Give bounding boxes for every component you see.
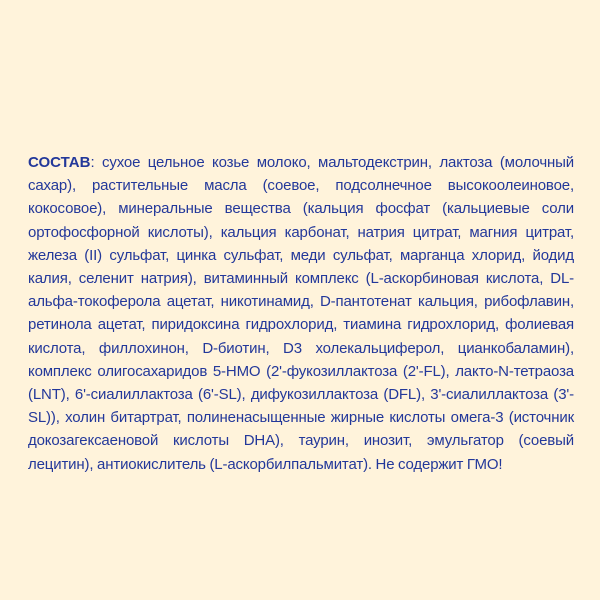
ingredients-label: СОСТАВ bbox=[28, 154, 91, 171]
ingredients-text: : сухое цельное козье молоко, мальтодекстрин, лактоза (молочный сахар), растительные масла (соевое, подсолнечное высокоолеиновое, кокосовое), минеральные вещества (кальция фосфат (кальциевые соли ортофосфорной кислоты), кальция карбонат, натрия цитрат, магния цитрат, железа (II) сульфат, цинка сульфат, меди сульфат, марганца хлорид, йодид калия, селенит натрия), витаминный комплекс (L-аскорбиновая кислота, DL-альфа-токоферола ацетат, никотинамид, D-пантотенат кальция, рибофлавин, ретинола ацетат, пиридоксина гидрохлорид, тиамина гидрохлорид, фолиевая кислота, филлохинон, D-биотин, D3 холекальциферол, цианкобаламин), комплекс олигосахаридов 5-НМО (2'-фукозиллактоза (2'-FL), лакто-N-тетраоза (LNT), 6'-сиалиллактоза (6'-SL), дифукозиллактоза (DFL), 3'-сиалиллактоза (3'-SL)), холин битартрат, полиненасыщенные жирные кислоты омега-3 (источник докозагексаеновой кислоты DHA), таурин, инозит, эмульгатор (соевый лецитин), антиокислитель (L-аскорбилпальмитат). Не содержит ГМО! bbox=[28, 154, 574, 473]
ingredients-paragraph bbox=[28, 151, 574, 476]
